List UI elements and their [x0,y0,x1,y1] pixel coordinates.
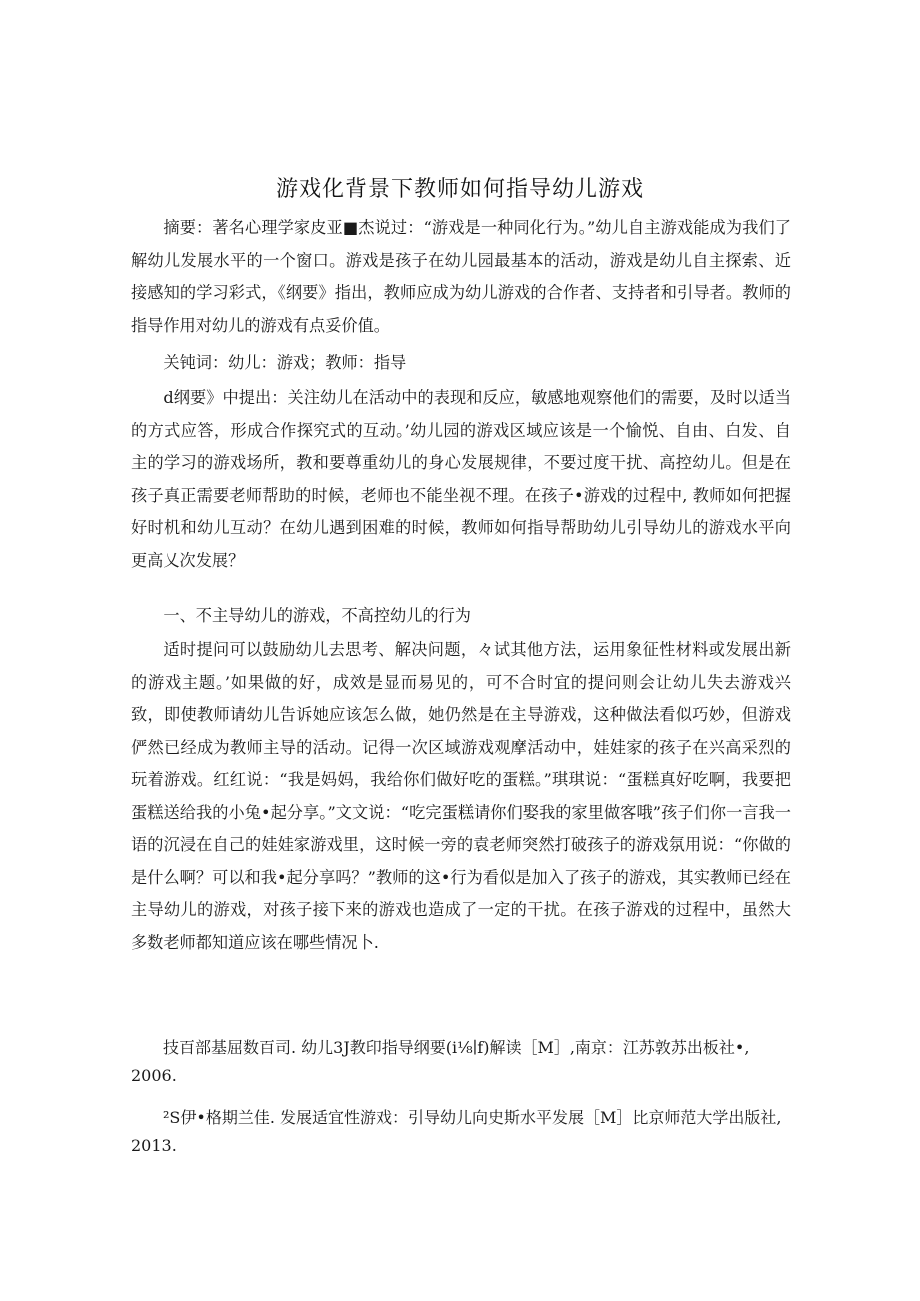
section-heading: 一、不主导幼儿的游戏，不高控幼儿的行为 [163,606,471,625]
body-paragraph: d纲要》中提出：关注幼儿在活动中的表现和反应，敏感地观察他们的需要，及时以适当的方式应答，形成合作探究式的互动。’幼儿园的游戏区域应该是一个愉悦、自由、白发、自主的学习的游戏场所，教和要尊重幼儿的身心发展规律，不要过度干扰、高控幼儿。但是在孩子真正需要老师帮助的时候，老师也不能坐视不理。在孩子•游戏的过程中, 教师如何把握好时机和幼儿互动？在幼儿遇到困难的时候，教师如何指导帮助幼儿引导幼儿的游戏水平向更高乂次发展？ [131,388,791,570]
keywords-line: 关钝词：幼儿：游戏；教师：指导 [163,353,407,372]
reference-item: 技百部基屈数百司. 幼儿3J教印指导纲要(i⅛∣f)解读［M］,南京：江苏敦苏出板社•, 2006. [131,1038,750,1085]
reference-item: ²S伊•格期兰佳. 发展适宜性游戏：引导幼儿向史斯水平发展［M］比京师范大学出版社, 2013. [131,1108,782,1155]
body-paragraph: 适时提问可以鼓励幼儿去思考、解决问题，々试其他方法，运用象征性材料或发展出新的游戏主题。’如果做的好，成效是显而易见的，可不合时宜的提问则会让幼儿失去游戏兴致，即使教师请幼儿告诉她应该怎么做，她仍然是在主导游戏，这种做法看似巧妙，但游戏俨然已经成为教师主导的活动。记得一次区域游戏观摩活动中，娃娃家的孩子在兴高采烈的玩着游戏。红红说：“我是妈妈，我给你们做好吃的蛋糕。”琪琪说：“蛋糕真好吃啊，我要把蛋糕送给我的小兔•起分享。”文文说：“吃完蛋糕请你们娶我的家里做客哦”孩子们你一言我一语的沉浸在自己的娃娃家游戏里，这时候一旁的袁老师突然打破孩子的游戏氛用说：“你做的是什么啊？可以和我•起分享吗？”教师的这•行为看似是加入了孩子的游戏，其实教师已经在主导幼儿的游戏，对孩子接下来的游戏也造成了一定的干扰。在孩子游戏的过程中，虽然大多数老师都知道应该在哪些情况卜. [131,640,791,952]
abstract-paragraph: 摘要：著名心理学家皮亚■杰说过：“游戏是一种同化行为。”幼儿自主游戏能成为我们了解幼儿发展水平的一个窗口。游戏是孩子在幼儿园最基本的活动，游戏是幼儿自主探索、近接感知的学习彩式，《纲要》指出，教师应成为幼儿游戏的合作者、支持者和引导者。教师的指导作用对幼儿的游戏有点妥价值。 [131,218,791,335]
document-title: 游戏化背景下教师如何指导幼儿游戏 [275,177,644,202]
